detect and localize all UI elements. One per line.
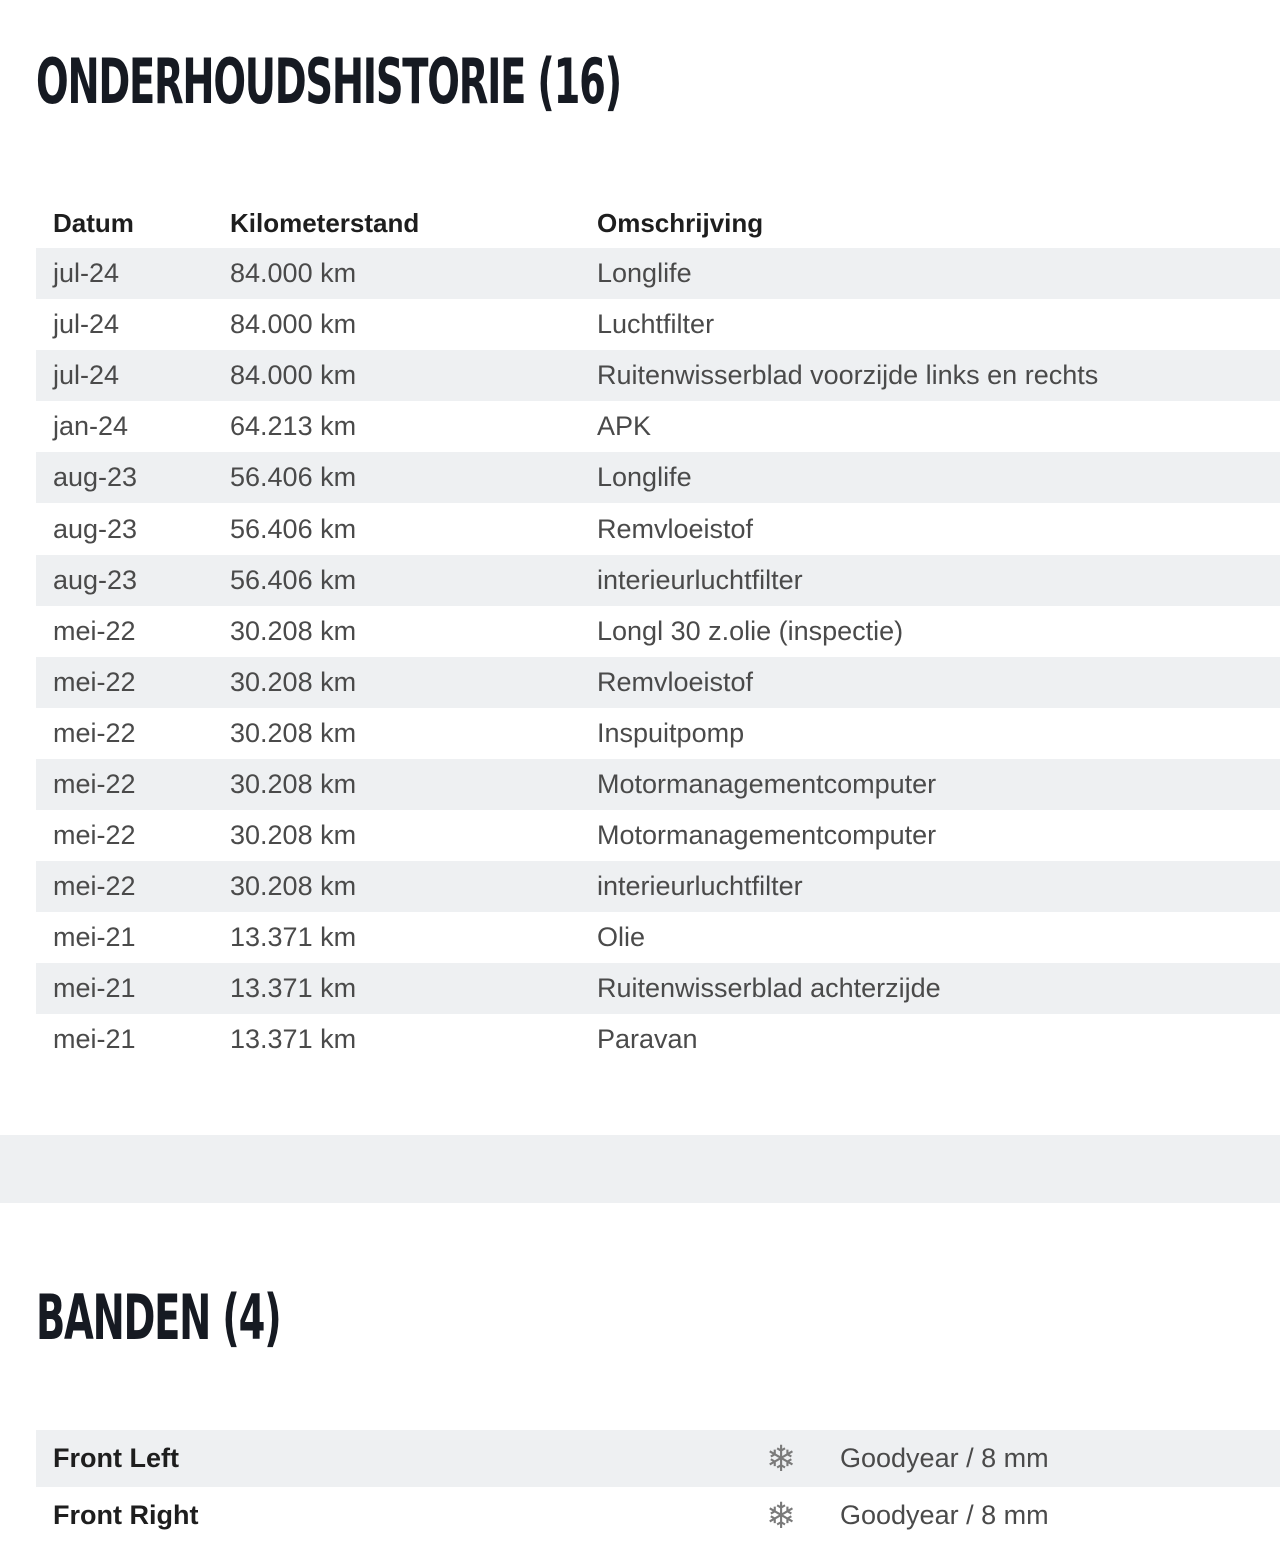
cell-mileage: 84.000 km <box>230 309 357 340</box>
table-header-row <box>36 198 1280 248</box>
table-row <box>36 350 1280 401</box>
cell-mileage: 56.406 km <box>230 564 357 595</box>
cell-description: APK <box>597 411 652 442</box>
tire-row <box>36 1487 1280 1544</box>
cell-mileage: 64.213 km <box>230 411 357 442</box>
table-row <box>36 299 1280 350</box>
cell-mileage: 84.000 km <box>230 360 357 391</box>
cell-description: Inspuitpomp <box>597 717 745 748</box>
table-row <box>36 606 1280 657</box>
cell-mileage: 13.371 km <box>230 922 357 953</box>
cell-date: aug-23 <box>53 462 138 493</box>
cell-date: mei-21 <box>53 1024 136 1055</box>
cell-date: jul-24 <box>53 258 120 289</box>
cell-mileage: 13.371 km <box>230 973 357 1004</box>
cell-mileage: 56.406 km <box>230 462 357 493</box>
cell-date: jul-24 <box>53 309 120 340</box>
cell-mileage: 84.000 km <box>230 258 357 289</box>
tire-info: Goodyear / 8 mm <box>840 1500 1049 1530</box>
table-row <box>36 503 1280 554</box>
cell-mileage: 30.208 km <box>230 666 357 697</box>
cell-date: mei-22 <box>53 871 136 902</box>
cell-mileage: 56.406 km <box>230 513 357 544</box>
cell-mileage: 30.208 km <box>230 871 357 902</box>
cell-mileage: 30.208 km <box>230 768 357 799</box>
table-row <box>36 1014 1280 1065</box>
cell-description: Olie <box>597 922 646 953</box>
cell-date: aug-23 <box>53 564 138 595</box>
tire-position: Front Right <box>53 1500 199 1530</box>
cell-description: Paravan <box>597 1024 698 1055</box>
cell-description: Motormanagementcomputer <box>597 768 937 799</box>
cell-date: aug-23 <box>53 513 138 544</box>
maintenance-history-title: ONDERHOUDSHISTORIE (16) <box>36 45 621 118</box>
section-divider-band <box>0 1135 1280 1203</box>
cell-description: Remvloeistof <box>597 666 754 697</box>
cell-date: jul-24 <box>53 360 120 391</box>
table-row <box>36 861 1280 912</box>
cell-date: mei-22 <box>53 615 136 646</box>
cell-date: mei-22 <box>53 768 136 799</box>
table-row <box>36 810 1280 861</box>
maintenance-history-table <box>36 198 1280 1066</box>
table-row <box>36 657 1280 708</box>
cell-description: Remvloeistof <box>597 513 754 544</box>
tires-table <box>36 1430 1280 1544</box>
snowflake-icon: ❄ <box>766 1494 797 1536</box>
cell-date: mei-22 <box>53 820 136 851</box>
tire-info: Goodyear / 8 mm <box>840 1443 1049 1473</box>
cell-date: jan-24 <box>53 411 129 442</box>
tires-title: BANDEN (4) <box>36 1281 281 1354</box>
column-header-date: Datum <box>53 207 134 238</box>
cell-date: mei-21 <box>53 922 136 953</box>
column-header-description: Omschrijving <box>597 207 764 238</box>
cell-description: Longl 30 z.olie (inspectie) <box>597 615 904 646</box>
cell-description: interieurluchtfilter <box>597 871 803 902</box>
cell-date: mei-22 <box>53 717 136 748</box>
table-row <box>36 555 1280 606</box>
tire-row <box>36 1430 1280 1487</box>
snowflake-icon: ❄ <box>766 1437 797 1479</box>
tire-position: Front Left <box>53 1443 179 1473</box>
table-row <box>36 963 1280 1014</box>
cell-description: Motormanagementcomputer <box>597 820 937 851</box>
table-row <box>36 912 1280 963</box>
cell-description: Longlife <box>597 462 692 493</box>
table-row <box>36 452 1280 503</box>
cell-date: mei-21 <box>53 973 136 1004</box>
cell-description: Longlife <box>597 258 692 289</box>
table-row <box>36 248 1280 299</box>
cell-mileage: 13.371 km <box>230 1024 357 1055</box>
cell-mileage: 30.208 km <box>230 820 357 851</box>
cell-description: Ruitenwisserblad achterzijde <box>597 973 941 1004</box>
column-header-mileage: Kilometerstand <box>230 207 420 238</box>
cell-mileage: 30.208 km <box>230 717 357 748</box>
cell-description: Luchtfilter <box>597 309 715 340</box>
table-row <box>36 401 1280 452</box>
cell-description: interieurluchtfilter <box>597 564 803 595</box>
table-row <box>36 759 1280 810</box>
table-row <box>36 708 1280 759</box>
cell-description: Ruitenwisserblad voorzijde links en rechts <box>597 360 1099 391</box>
cell-mileage: 30.208 km <box>230 615 357 646</box>
cell-date: mei-22 <box>53 666 136 697</box>
